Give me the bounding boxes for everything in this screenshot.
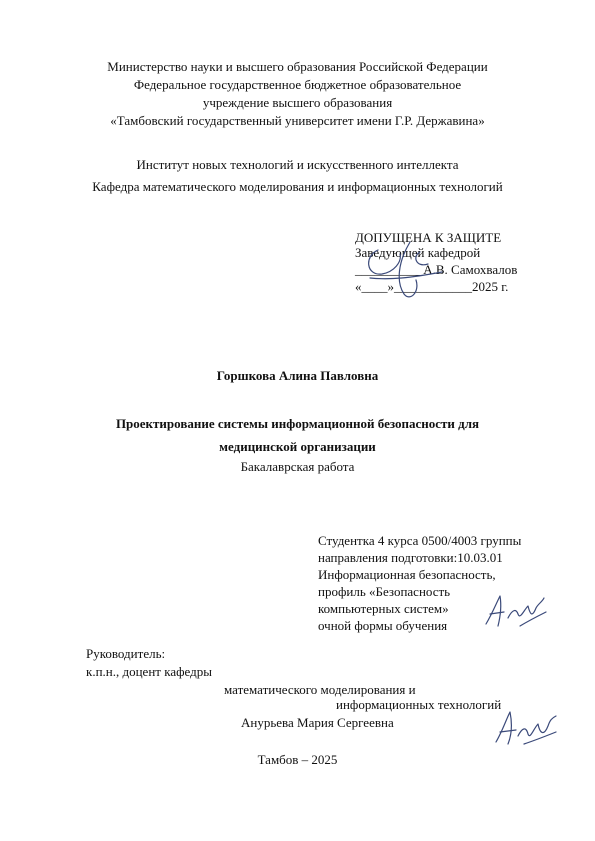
approval-date-line: «____»____________2025 г. — [355, 279, 509, 294]
approval-role: Заведующей кафедрой — [355, 245, 481, 260]
supervisor-line-3: информационных технологий — [336, 697, 502, 712]
approval-title: ДОПУЩЕНА К ЗАЩИТЕ — [355, 230, 502, 245]
thesis-title-line-2: медицинской организации — [219, 439, 376, 454]
approval-sign-line: __________ А.В. Самохвалов — [355, 262, 518, 277]
ministry-line-1: Министерство науки и высшего образования Российской Федерации — [107, 59, 488, 74]
thesis-type: Бакалаврская работа — [240, 459, 355, 474]
student-line-5: компьютерных систем» — [318, 601, 449, 616]
author-name: Горшкова Алина Павловна — [216, 368, 379, 383]
supervisor-name: Анурьева Мария Сергеевна — [241, 715, 394, 730]
student-signature — [480, 590, 550, 632]
thesis-title-line-1: Проектирование системы информационной безопасности для — [115, 416, 480, 431]
ministry-line-2: Федеральное государственное бюджетное образовательное — [133, 77, 462, 92]
university-name: «Тамбовский государственный университет имени Г.Р. Державина» — [110, 113, 485, 128]
institute-name: Институт новых технологий и искусственного интеллекта — [136, 157, 459, 172]
student-line-3: Информационная безопасность, — [318, 567, 496, 582]
ministry-line-3: учреждение высшего образования — [202, 95, 393, 110]
supervisor-line-2: математического моделирования и — [224, 682, 416, 697]
student-line-6: очной формы обучения — [318, 618, 448, 633]
supervisor-signature — [488, 706, 560, 748]
student-line-2: направления подготовки:10.03.01 — [318, 550, 503, 565]
head-signature — [350, 232, 450, 304]
supervisor-line-1: к.п.н., доцент кафедры — [86, 664, 212, 679]
city-year: Тамбов – 2025 — [257, 752, 338, 767]
student-line-1: Студентка 4 курса 0500/4003 группы — [318, 533, 522, 548]
student-line-4: профиль «Безопасность — [318, 584, 451, 599]
department-name: Кафедра математического моделирования и информационных технологий — [92, 179, 503, 194]
supervisor-label: Руководитель: — [86, 646, 166, 661]
